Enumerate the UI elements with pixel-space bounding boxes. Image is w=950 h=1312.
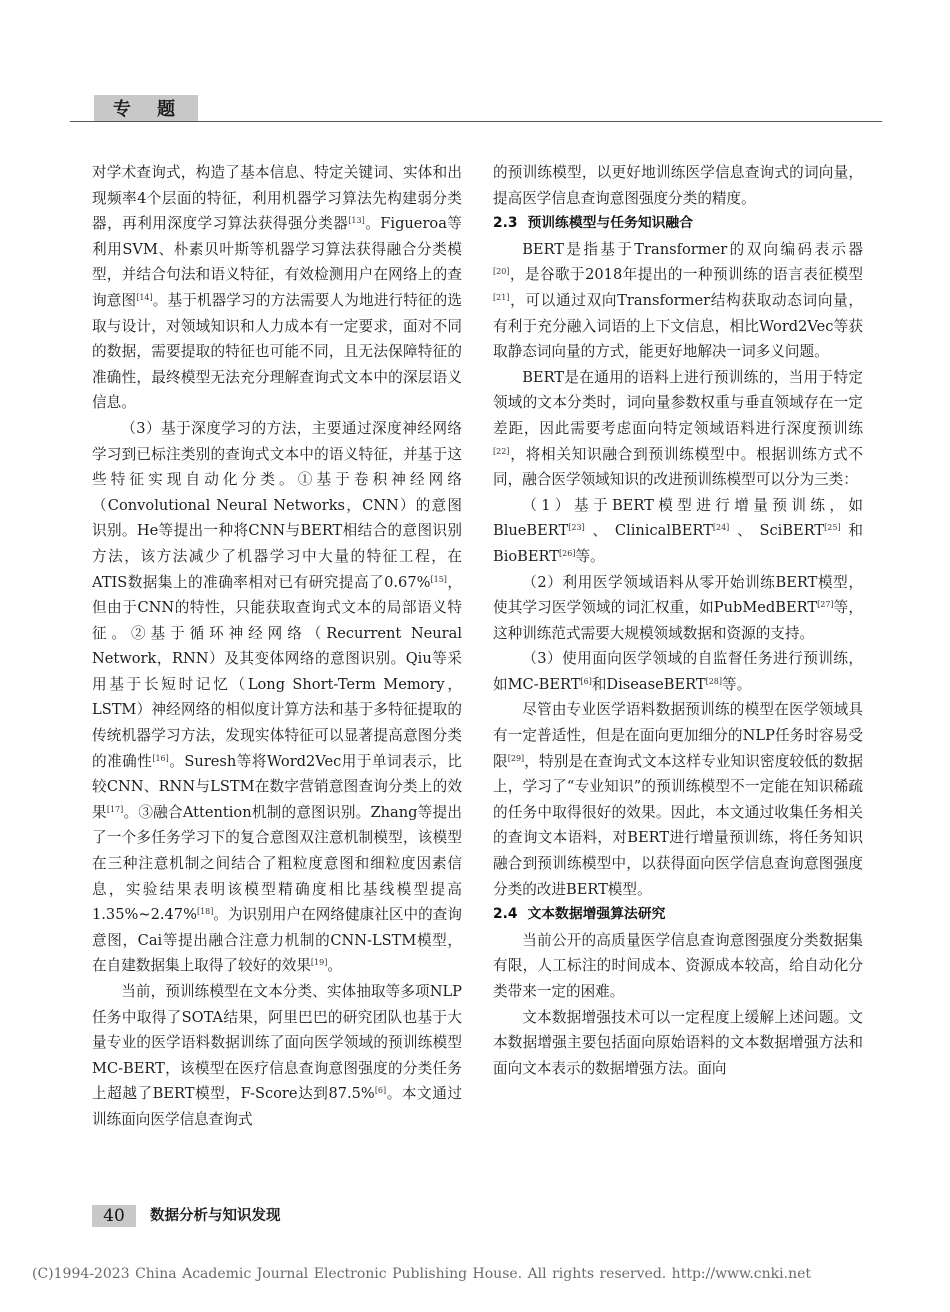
citation-ref: [28] <box>705 676 723 686</box>
section-heading-2-3 <box>493 211 863 237</box>
citation-ref: [6] <box>580 676 592 686</box>
citation-ref: [22] <box>493 446 510 456</box>
paragraph: 当前，预训练模型在文本分类、实体抽取等多项NLP任务中取得了SOTA结果，阿里巴巴的研究团队也基于大量专业的医学语料数据训练了面向医学领域的预训练模型MC-BERT，该模型在医疗信息查询意图强度的分类任务上超越了BERT模型，F-Score达到87.5%[6]。本文通过训练面向医学信息查询式 <box>92 983 462 1128</box>
citation-ref: [29] <box>507 753 525 763</box>
copyright-notice: (C)1994-2023 China Academic Journal Electronic Publishing House. All rights reserved. http://www.cnki.net <box>32 1266 812 1282</box>
citation-ref: [21] <box>493 292 510 302</box>
paragraph: 尽管由专业医学语料数据预训练的模型在医学领域具有一定普适性，但是在面向更加细分的NLP任务时容易受限[29]，特别是在查询式文本这样专业知识密度较低的数据上，学习了“专业知识”的预训练模型不一定能在知识稀疏的任务中取得很好的效果。因此，本文通过收集任务相关的查询文本语料，对BERT进行增量预训练，将任务知识融合到预训练模型中，以获得面向医学信息查询意图强度分类的改进BERT模型。 <box>493 701 863 898</box>
citation-ref: [13] <box>348 216 365 226</box>
header-divider <box>70 121 882 122</box>
journal-name: 数据分析与知识发现 <box>150 1208 281 1224</box>
citation-ref: [14] <box>136 292 153 302</box>
citation-ref: [27] <box>817 600 834 610</box>
citation-ref: [23] <box>568 523 585 533</box>
section-number: 2.3 <box>493 215 518 232</box>
citation-ref: [15] <box>430 574 447 584</box>
paragraph: 对学术查询式，构造了基本信息、特定关键词、实体和出现频率4个层面的特征，利用机器学习算法先构建弱分类器，再利用深度学习算法获得强分类器[13]。Figueroa等利用SVM、朴素贝叶斯等机器学习算法获得融合分类模型，并结合句法和语义特征，有效检测用户在网络上的查询意图[14]。基于机器学习的方法需要人为地进行特征的选取与设计，对领域知识和人力成本有一定要求，面对不同的数据，需要提取的特征也可能不同，且无法保障特征的准确性，最终模型无法充分理解查询式文本中的深层语义信息。 <box>92 164 462 412</box>
paragraph: BERT是在通用的语料上进行预训练的，当用于特定领域的文本分类时，词向量参数权重与垂直领域存在一定差距，因此需要考虑面向特定领域语料进行深度预训练[22]，将相关知识融合到预训练模型中。根据训练方式不同，融合医学领域知识的改进预训练模型可以分为三类： <box>493 368 863 489</box>
paragraph: （3）基于深度学习的方法，主要通过深度神经网络学习到已标注类别的查询式文本中的语义特征，并基于这些特征实现自动化分类。①基于卷积神经网络（Convolutional Neural Networks，CNN）的意图识别。He等提出一种将CNN与BERT相结合的意图识别方法，该方法减少了机器学习中大量的特征工程，在ATIS数据集上的准确率相对已有研究提高了0.67%[15]，但由于CNN的特性，只能获取查询式文本的局部语义特征。②基于循环神经网络（Recurrent Neural Network，RNN）及其变体网络的意图识别。Qiu等采用基于长短时记忆（Long Short-Term Memory，LSTM）神经网络的相似度计算方法和基于多特征提取的传统机器学习方法，发现实体特征可以显著提高意图分类的准确性[16]。Suresh等将Word2Vec用于单词表示，比较CNN、RNN与LSTM在数字营销意图查询分类上的效果[17]。③融合Attention机制的意图识别。Zhang等提出了一个多任务学习下的复合意图双注意机制模型，该模型在三种注意机制之间结合了粗粒度意图和细粒度因素信息，实验结果表明该模型精确度相比基线模型提高1.35%~2.47%[18]。为识别用户在网络健康社区中的查询意图，Cai等提出融合注意力机制的CNN-LSTM模型，在自建数据集上取得了较好的效果[19]。 <box>92 419 462 975</box>
paragraph: 文本数据增强技术可以一定程度上缓解上述问题。文本数据增强主要包括面向原始语料的文本数据增强方法和面向文本表示的数据增强方法。面向 <box>493 1008 863 1077</box>
left-column <box>92 160 462 1133</box>
citation-ref: [24] <box>712 523 730 533</box>
section-heading-2-4 <box>493 902 863 928</box>
section-title: 预训练模型与任务知识融合 <box>527 215 694 232</box>
citation-ref: [16] <box>152 753 169 763</box>
paragraph: （1）基于BERT模型进行增量预训练，如BlueBERT[23]、ClinicalBERT[24]、SciBERT[25]和BioBERT[26]等。 <box>493 496 863 565</box>
page-number: 40 <box>92 1205 136 1227</box>
right-column <box>493 160 863 1081</box>
section-tab: 专 题 <box>94 95 198 121</box>
paragraph: （2）利用医学领域语料从零开始训练BERT模型，使其学习医学领域的词汇权重，如PubMedBERT[27]等，这种训练范式需要大规模领域数据和资源的支持。 <box>493 573 863 642</box>
citation-ref: [25] <box>824 523 841 533</box>
citation-ref: [6] <box>374 1086 387 1096</box>
citation-ref: [18] <box>196 907 214 917</box>
citation-ref: [19] <box>310 958 328 968</box>
paragraph: 当前公开的高质量医学信息查询意图强度分类数据集有限，人工标注的时间成本、资源成本较高，给自动化分类带来一定的困难。 <box>493 931 863 1000</box>
citation-ref: [17] <box>106 804 124 814</box>
paragraph: （3）使用面向医学领域的自监督任务进行预训练，如MC-BERT[6]和DiseaseBERT[28]等。 <box>493 650 863 693</box>
section-number: 2.4 <box>493 906 518 923</box>
citation-ref: [20] <box>493 267 510 277</box>
paragraph: BERT是指基于Transformer的双向编码表示器[20]，是谷歌于2018年提出的一种预训练的语言表征模型[21]，可以通过双向Transformer结构获取动态词向量，有利于充分融入词语的上下文信息，相比Word2Vec等获取静态词向量的方式，能更好地解决一词多义问题。 <box>493 240 863 361</box>
section-title: 文本数据增强算法研究 <box>527 906 666 923</box>
citation-ref: [26] <box>559 548 576 558</box>
paragraph: 的预训练模型，以更好地训练医学信息查询式的词向量，提高医学信息查询意图强度分类的精度。 <box>493 164 863 207</box>
